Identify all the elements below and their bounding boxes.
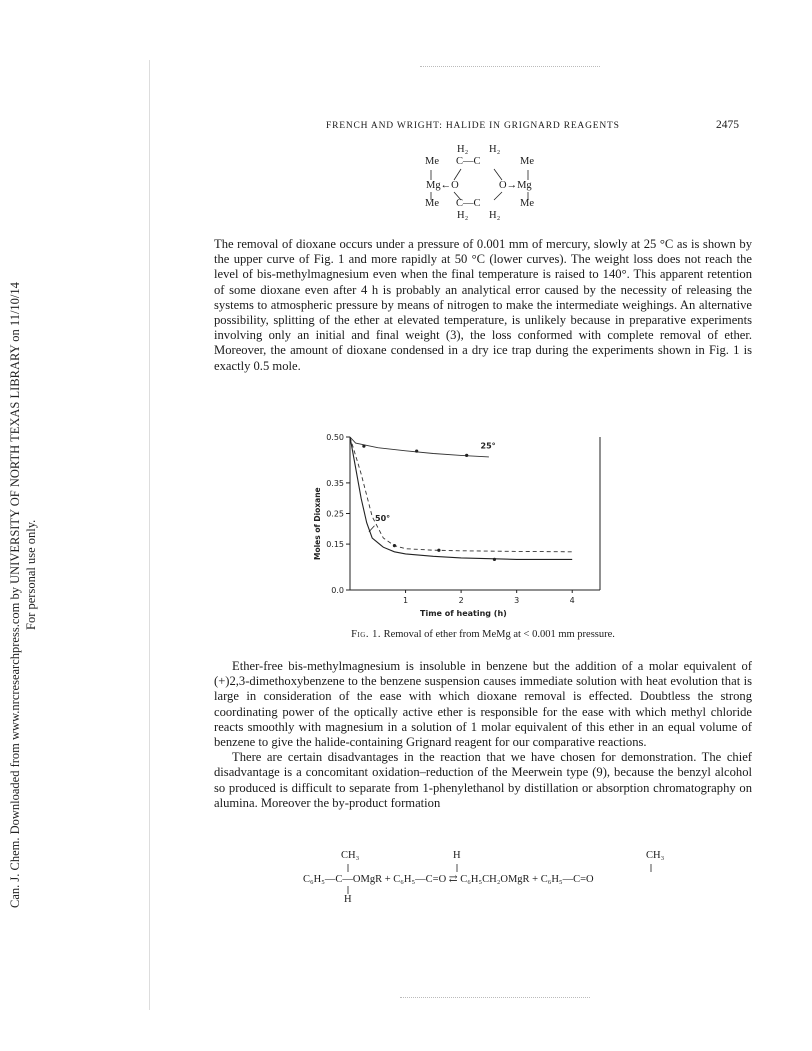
struct-me-bottom-left: Me (425, 198, 439, 209)
struct-me-top-right: Me (520, 156, 534, 167)
data-point (362, 445, 365, 448)
y-tick-label: 0.35 (326, 478, 344, 488)
annotation-pointer (369, 526, 375, 532)
side-note-line2: For personal use only. (24, 519, 38, 630)
data-point (493, 558, 496, 561)
x-tick-label: 3 (514, 596, 520, 605)
data-point (415, 449, 418, 452)
series-line-2 (350, 437, 572, 552)
struct-bonds (420, 150, 550, 220)
page-number: 2475 (716, 119, 739, 131)
paragraph-2-text: Ether-free bis-methylmagnesium is insoluble in benzene but the addition of a molar equivalent of (+)2,3-dimethoxybenzene to the benzene suspension causes immediate solution with heat evolution that is large in consideration of the ease with which dioxane removal is effected. Doubtless the strong coordinating power of the optically active ether is responsible for the ease with which methyl chloride reacts smoothly with magnesium in a solution of 1 molar equivalent of this ether in an equal volume of benzene to give the halide-containing Grignard reagent for our comparative reactions. (214, 659, 752, 750)
y-tick-label: 0.15 (326, 540, 344, 550)
struct-c-c-bottom: C—C (456, 198, 481, 209)
x-tick-label: 2 (458, 596, 464, 605)
y-tick-label: 0.25 (326, 509, 344, 519)
struct-me-bottom-right: Me (520, 198, 534, 209)
series-line-1 (350, 437, 489, 457)
caption-label: Fig. 1. (351, 629, 381, 640)
eq-ch3-left: CH₃ (341, 850, 360, 861)
eq-bonds (300, 862, 680, 912)
data-point (393, 544, 396, 547)
struct-top-h2-left: H₂ (457, 144, 469, 155)
eq-h-bottom: H (344, 894, 352, 905)
eq-main-line: C₆H₅—C—OMgR + C₆H₅—C=O ⇄ C₆H₅CH₂OMgR + C₆H₅—C=O (303, 874, 594, 885)
struct-me-top-left: Me (425, 156, 439, 167)
struct-mg-left: Mg←O (426, 180, 459, 191)
gutter-line (149, 60, 150, 1010)
paragraph-1 (214, 237, 752, 374)
series-label-25: 25° (480, 441, 496, 451)
x-tick-label: 1 (403, 596, 409, 605)
side-note-line1: Can. J. Chem. Downloaded from www.nrcresearchpress.com by UNIVERSITY OF NORTH TEXAS LIBRARY on 11/10/14 (8, 282, 22, 908)
struct-mg-right: O→Mg (499, 180, 532, 191)
struct-c-c-top: C—C (456, 156, 481, 167)
paragraph-2-3 (214, 659, 752, 811)
data-point (465, 454, 468, 457)
figure-1-caption (214, 629, 752, 640)
chart-series (350, 437, 572, 561)
paragraph-3-text: There are certain disadvantages in the reaction that we have chosen for demonstration. The chief disadvantage is a concomitant oxidation–reduction of the Meerwein type (9), because the benzyl alcohol so produced is difficult to separate from 1-phenylethanol by distillation or absorption chromatography on alumina. Moreover the by-product formation (214, 750, 752, 810)
eq-ch3-right: CH₃ (646, 850, 665, 861)
y-tick-label: 0.50 (326, 433, 344, 442)
data-point (437, 549, 440, 552)
struct-top-h2-right: H₂ (489, 144, 501, 155)
struct-bottom-h2-right: H₂ (489, 210, 501, 221)
figure-1-chart (300, 422, 620, 622)
eq-h-mid: H (453, 850, 461, 861)
scan-artifact-top (420, 66, 600, 68)
x-tick-label: 4 (569, 596, 575, 605)
series-label-50: 50° (375, 514, 391, 524)
scan-artifact-bottom (400, 997, 590, 999)
paragraph-1-text: The removal of dioxane occurs under a pressure of 0.001 mm of mercury, slowly at 25 °C as is shown by the upper curve of Fig. 1 and more rapidly at 50 °C (lower curves). The weight loss does not reach the level of bis-methylmagnesium even when the final temperature is raised to 140°. This apparent retention of some dioxane even after 4 h is probably an analytical error caused by the necessity of releasing the systems to atmospheric pressure by means of nitrogen to make the intermediate weighings. An alternative possibility, splitting of the ether at elevated temperature, is unlikely because in preparative experiments involving only an initial and final weight (3), the loss conformed with complete removal of ether. Moreover, the amount of dioxane condensed in a dry ice trap during the experiments shown in Fig. 1 is exactly 0.5 mole. (214, 237, 752, 373)
y-tick-label: 0.0 (331, 586, 344, 595)
caption-text: Removal of ether from MeMg at < 0.001 mm pressure. (383, 629, 615, 640)
running-title: FRENCH AND WRIGHT: HALIDE IN GRIGNARD REAGENTS (326, 121, 620, 131)
y-axis-label: Moles of Dioxane (313, 487, 322, 560)
x-axis-label: Time of heating (h) (420, 609, 507, 618)
struct-bottom-h2-left: H₂ (457, 210, 469, 221)
